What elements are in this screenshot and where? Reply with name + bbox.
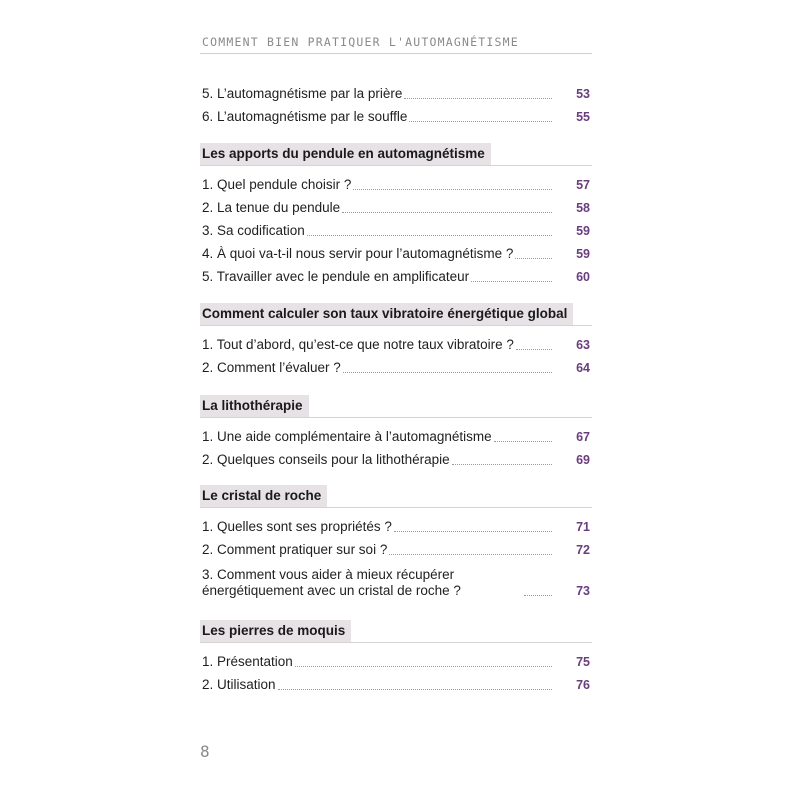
- toc-entry[interactable]: [200, 101, 592, 125]
- toc-entry[interactable]: [200, 444, 592, 468]
- dot-leader: [516, 349, 552, 350]
- dot-leader: [452, 464, 552, 465]
- section-divider: [200, 507, 592, 508]
- toc-entry-label: 5. Travailler avec le pendule en amplificateur: [202, 269, 470, 284]
- toc-entry-label: 1. Quelles sont ses propriétés ?: [202, 519, 392, 534]
- toc-page-number: 53: [576, 87, 590, 101]
- section-title: Les pierres de moquis: [200, 620, 351, 642]
- toc-page-number: 72: [576, 543, 590, 557]
- header-divider: [200, 53, 592, 54]
- toc-page-number: 58: [576, 201, 590, 215]
- toc-entry[interactable]: [200, 215, 592, 239]
- section-divider: [200, 325, 592, 326]
- section-heading[interactable]: [200, 143, 592, 165]
- section-divider: [200, 642, 592, 643]
- dot-leader: [295, 666, 552, 667]
- toc-entry-label: 5. L’automagnétisme par la prière: [202, 86, 403, 101]
- dot-leader: [524, 595, 552, 596]
- section-title: Le cristal de roche: [200, 485, 327, 507]
- toc-page-number: 63: [576, 338, 590, 352]
- toc-page-number: 60: [576, 270, 590, 284]
- toc-page-number: 57: [576, 178, 590, 192]
- section-heading[interactable]: [200, 303, 592, 325]
- toc-entry[interactable]: [200, 557, 592, 599]
- section-divider: [200, 417, 592, 418]
- toc-page-number: 59: [576, 247, 590, 261]
- dot-leader: [409, 121, 552, 122]
- toc-entry[interactable]: [200, 669, 592, 693]
- toc-page-number: 73: [576, 584, 590, 598]
- toc-entry[interactable]: [200, 238, 592, 262]
- toc-page-number: 64: [576, 361, 590, 375]
- section-title: La lithothérapie: [200, 395, 309, 417]
- toc-page-number: 69: [576, 453, 590, 467]
- section-title: Comment calculer son taux vibratoire énergétique global: [200, 303, 573, 325]
- toc-entry-label: 2. Comment pratiquer sur soi ?: [202, 542, 388, 557]
- running-head: COMMENT BIEN PRATIQUER L'AUTOMAGNÉTISME: [202, 35, 519, 49]
- toc-entry-label: 6. L’automagnétisme par le souffle: [202, 109, 408, 124]
- toc-page-number: 75: [576, 655, 590, 669]
- toc-page-number: 67: [576, 430, 590, 444]
- toc-entry-label: 2. Comment l’évaluer ?: [202, 360, 341, 375]
- toc-entry-label: 2. Quelques conseils pour la lithothérapie: [202, 452, 450, 467]
- dot-leader: [394, 531, 552, 532]
- toc-entry-label: 1. Quel pendule choisir ?: [202, 177, 352, 192]
- toc-entry[interactable]: [200, 192, 592, 216]
- dot-leader: [278, 689, 552, 690]
- toc-entry-label: 1. Une aide complémentaire à l’automagnétisme: [202, 429, 492, 444]
- toc-entry[interactable]: [200, 78, 592, 102]
- toc-entry-label: 3. Comment vous aider à mieux récupérer énergétiquement avec un cristal de roche ?: [202, 567, 461, 598]
- dot-leader: [404, 98, 552, 99]
- page-number: 8: [200, 742, 210, 761]
- section-heading[interactable]: [200, 620, 592, 642]
- dot-leader: [389, 554, 552, 555]
- section-heading[interactable]: [200, 485, 592, 507]
- section-title: Les apports du pendule en automagnétisme: [200, 143, 491, 165]
- toc-entry-label: 1. Tout d’abord, qu’est-ce que notre taux vibratoire ?: [202, 337, 514, 352]
- dot-leader: [353, 189, 552, 190]
- toc-entry[interactable]: [200, 534, 592, 558]
- section-divider: [200, 165, 592, 166]
- dot-leader: [471, 281, 552, 282]
- toc-page-number: 71: [576, 520, 590, 534]
- section-heading[interactable]: [200, 395, 592, 417]
- dot-leader: [515, 258, 552, 259]
- toc-page-number: 55: [576, 110, 590, 124]
- dot-leader: [343, 372, 552, 373]
- toc-entry-label: 2. La tenue du pendule: [202, 200, 341, 215]
- toc-page-number: 76: [576, 678, 590, 692]
- toc-page-number: 59: [576, 224, 590, 238]
- toc-entry[interactable]: [200, 421, 592, 445]
- dot-leader: [342, 212, 552, 213]
- dot-leader: [307, 235, 552, 236]
- toc-entry[interactable]: [200, 646, 592, 670]
- toc-entry[interactable]: [200, 511, 592, 535]
- toc-entry-label: 3. Sa codification: [202, 223, 305, 238]
- toc-entry[interactable]: [200, 329, 592, 353]
- toc-entry-label: 2. Utilisation: [202, 677, 276, 692]
- dot-leader: [494, 441, 552, 442]
- toc-entry[interactable]: [200, 169, 592, 193]
- toc-entry-label: 4. À quoi va-t-il nous servir pour l’automagnétisme ?: [202, 246, 514, 261]
- toc-entry[interactable]: [200, 261, 592, 285]
- toc-entry-label: 1. Présentation: [202, 654, 293, 669]
- toc-entry[interactable]: [200, 352, 592, 376]
